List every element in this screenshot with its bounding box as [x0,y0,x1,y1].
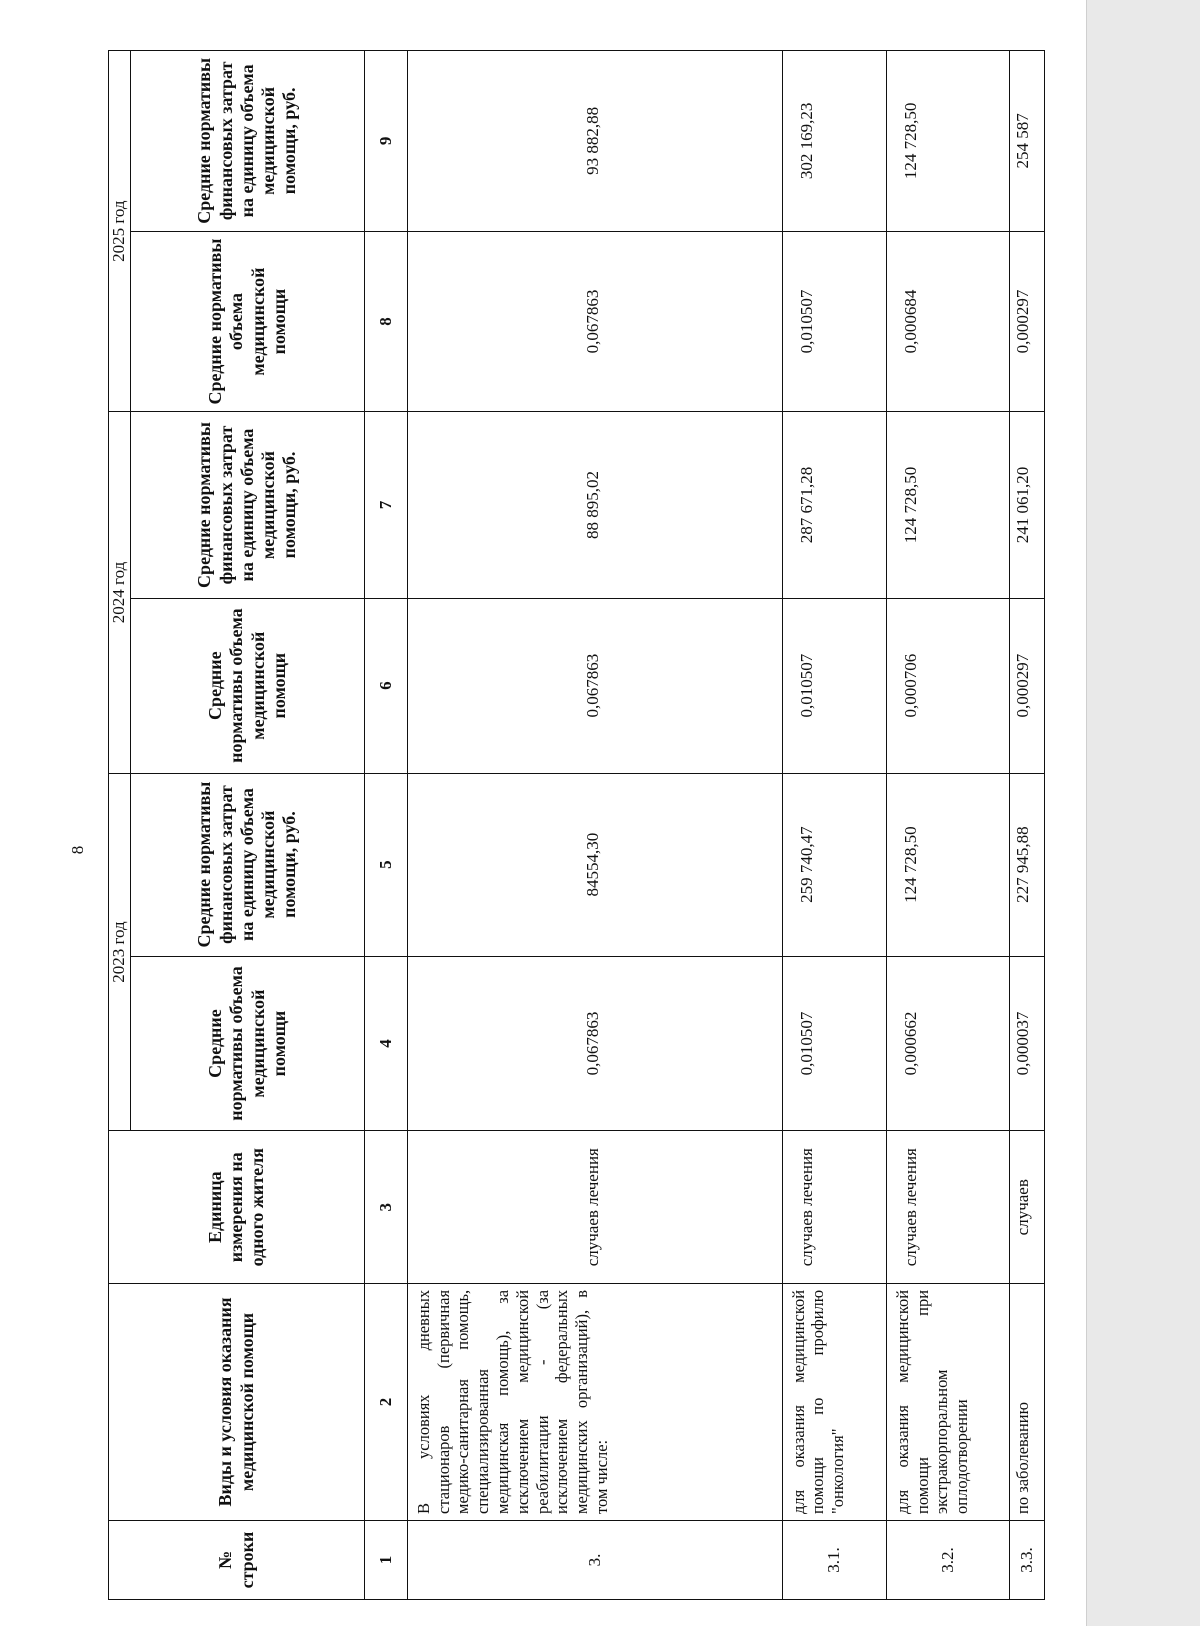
cost-2025: 254 587 [1009,51,1044,232]
header-year-2024: 2024 год [109,412,131,773]
cost-2023: 259 740,47 [782,773,886,956]
column-number: 8 [365,231,408,412]
header-year-2023: 2023 год [109,773,131,1131]
table-row [1009,51,1044,1600]
header-cost-2024: Средние нормативы финансовых затрат на единицу объема медицинской помощи, руб. [130,412,364,598]
column-number: 5 [365,773,408,956]
header-cost-2025: Средние нормативы финансовых затрат на единицу объема медицинской помощи, руб. [130,51,364,232]
row-number: 3. [407,1520,782,1599]
page-number: 8 [68,845,87,855]
volume-2024: 0,000706 [886,598,1009,773]
header-volume-2024: Средние нормативы объема медицинской помощи [130,598,364,773]
cost-2023: 227 945,88 [1009,773,1044,956]
volume-2025: 0,010507 [782,231,886,412]
row-description: В условиях дневных стационаров (первичная медико-санитарная помощь, специализированная медицинская помощь), за исключением медицинской реабилитации - (за исключением федеральных медицинских организаций), в том числе: [407,1283,782,1520]
header-types: Виды и условия оказания медицинской помощи [109,1283,365,1520]
cost-2024: 287 671,28 [782,412,886,598]
volume-2024: 0,067863 [407,598,782,773]
rotated-table-frame [68,50,1045,1600]
column-number: 1 [365,1520,408,1599]
cost-2024: 88 895,02 [407,412,782,598]
volume-2025: 0,000297 [1009,231,1044,412]
column-numbers-row [365,51,408,1600]
table-row [407,51,782,1600]
norms-table [108,50,1045,1600]
volume-2024: 0,000297 [1009,598,1044,773]
volume-2025: 0,000684 [886,231,1009,412]
header-year-2025: 2025 год [109,51,131,412]
header-volume-2023: Средние нормативы объема медицинской помощи [130,956,364,1131]
row-description: по заболеванию [1009,1283,1044,1520]
column-number: 9 [365,51,408,232]
column-number: 4 [365,956,408,1131]
row-unit: случаев лечения [407,1131,782,1283]
column-number: 6 [365,598,408,773]
cost-2025: 302 169,23 [782,51,886,232]
row-description: для оказания медицинской помощи при экстракорпоральном оплодотворении [886,1283,1009,1520]
table-row [886,51,1009,1600]
volume-2025: 0,067863 [407,231,782,412]
cost-2024: 241 061,20 [1009,412,1044,598]
table-row [782,51,886,1600]
cost-2025: 124 728,50 [886,51,1009,232]
header-row-years [109,51,131,1600]
header-unit: Единица измерения на одного жителя [109,1131,365,1283]
volume-2024: 0,010507 [782,598,886,773]
row-number: 3.2. [886,1520,1009,1599]
header-row-no [109,1520,365,1599]
row-description: для оказания медицинской помощи по профилю "онкология" [782,1283,886,1520]
column-number: 7 [365,412,408,598]
row-unit: случаев [1009,1131,1044,1283]
volume-2023: 0,000037 [1009,956,1044,1131]
row-number: 3.1. [782,1520,886,1599]
row-number: 3.3. [1009,1520,1044,1599]
row-no-label: № строки [215,1531,257,1589]
header-cost-2023: Средние нормативы финансовых затрат на единицу объема медицинской помощи, руб. [130,773,364,956]
row-unit: случаев лечения [782,1131,886,1283]
cost-2023: 124 728,50 [886,773,1009,956]
column-number: 3 [365,1131,408,1283]
cost-2023: 84554,30 [407,773,782,956]
volume-2023: 0,067863 [407,956,782,1131]
row-unit: случаев лечения [886,1131,1009,1283]
column-number: 2 [365,1283,408,1520]
cost-2024: 124 728,50 [886,412,1009,598]
volume-2023: 0,000662 [886,956,1009,1131]
volume-2023: 0,010507 [782,956,886,1131]
cost-2025: 93 882,88 [407,51,782,232]
header-volume-2025: Средние нормативы объема медицинской помощи [130,231,364,412]
